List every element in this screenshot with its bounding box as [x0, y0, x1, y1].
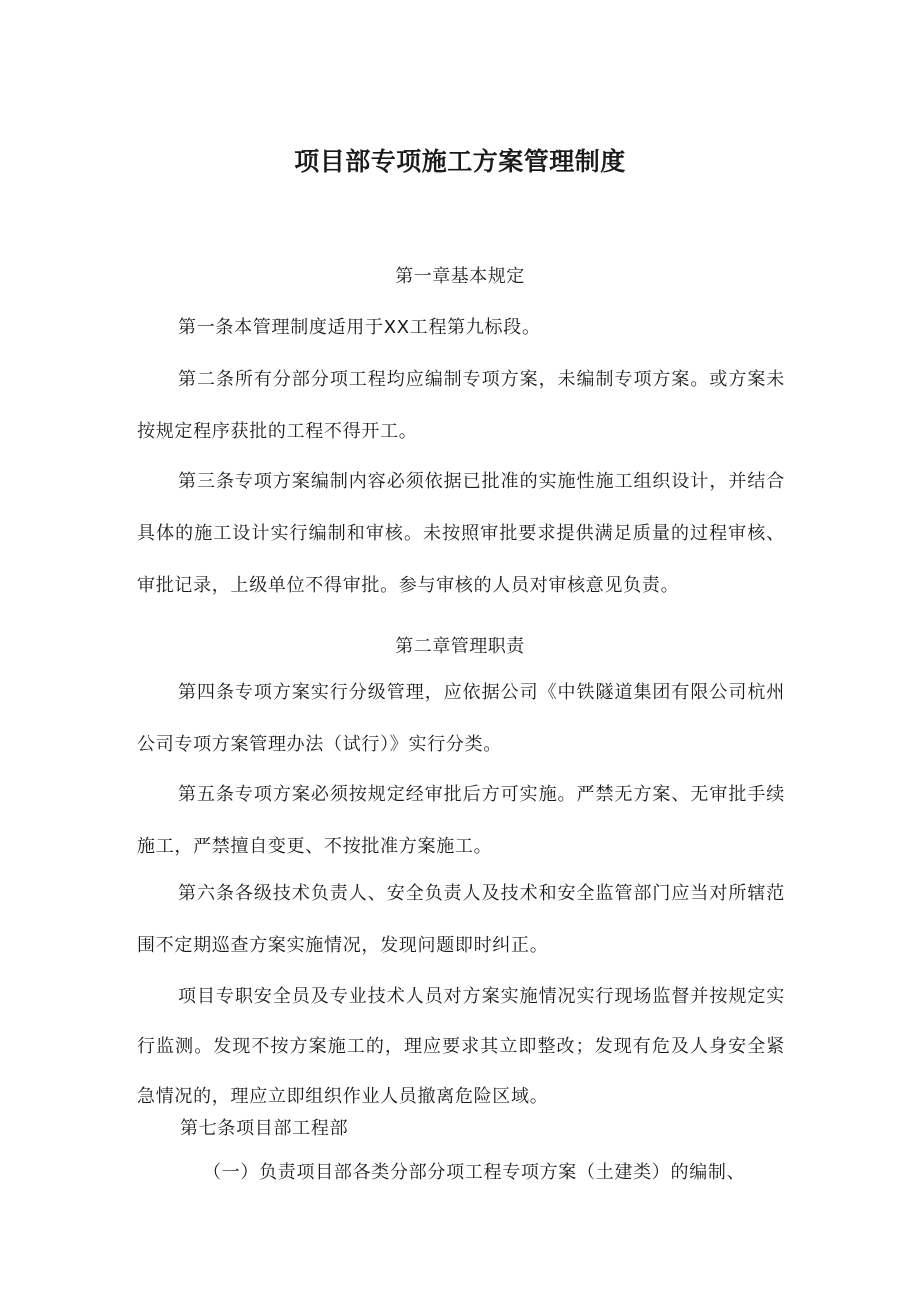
- article-5: 第五条专项方案必须按规定经审批后方可实施。严禁无方案、无审批手续施工，严禁擅自变更、不按批准方案施工。: [137, 784, 785, 857]
- article-3: 第三条专项方案编制内容必须依据已批准的实施性施工组织设计，并结合具体的施工设计实行编制和审核。未按照审批要求提供满足质量的过程审核、审批记录，上级单位不得审批。参与审核的人员对审核意见负责。: [137, 471, 785, 596]
- article-7-item-1: （一）负责项目部各类分部分项工程专项方案（土建类）的编制、: [203, 1162, 746, 1183]
- chapter-heading-1: 第一章基本规定: [395, 266, 525, 287]
- article-6-supplement: 项目专职安全员及专业技术人员对方案实施情况实行现场监督并按规定实行监测。发现不按方案施工的，理应要求其立即整改；发现有危及人身安全紧急情况的，理应立即组织作业人员撤离危险区域。: [137, 986, 785, 1107]
- article-2: 第二条所有分部分项工程均应编制专项方案，未编制专项方案。或方案未按规定程序获批的工程不得开工。: [137, 369, 785, 442]
- article-6: 第六条各级技术负责人、安全负责人及技术和安全监管部门应当对所辖范围不定期巡查方案实施情况，发现问题即时纠正。: [137, 883, 785, 956]
- article-4: 第四条专项方案实行分级管理，应依据公司《中铁隧道集团有限公司杭州公司专项方案管理办法（试行）》实行分类。: [137, 682, 785, 755]
- article-1: 第一条本管理制度适用于XX工程第九标段。: [178, 317, 541, 338]
- chapter-heading-2: 第二章管理职责: [395, 636, 525, 657]
- document-title: 项目部专项施工方案管理制度: [294, 147, 626, 176]
- article-7-heading: 第七条项目部工程部: [180, 1118, 349, 1139]
